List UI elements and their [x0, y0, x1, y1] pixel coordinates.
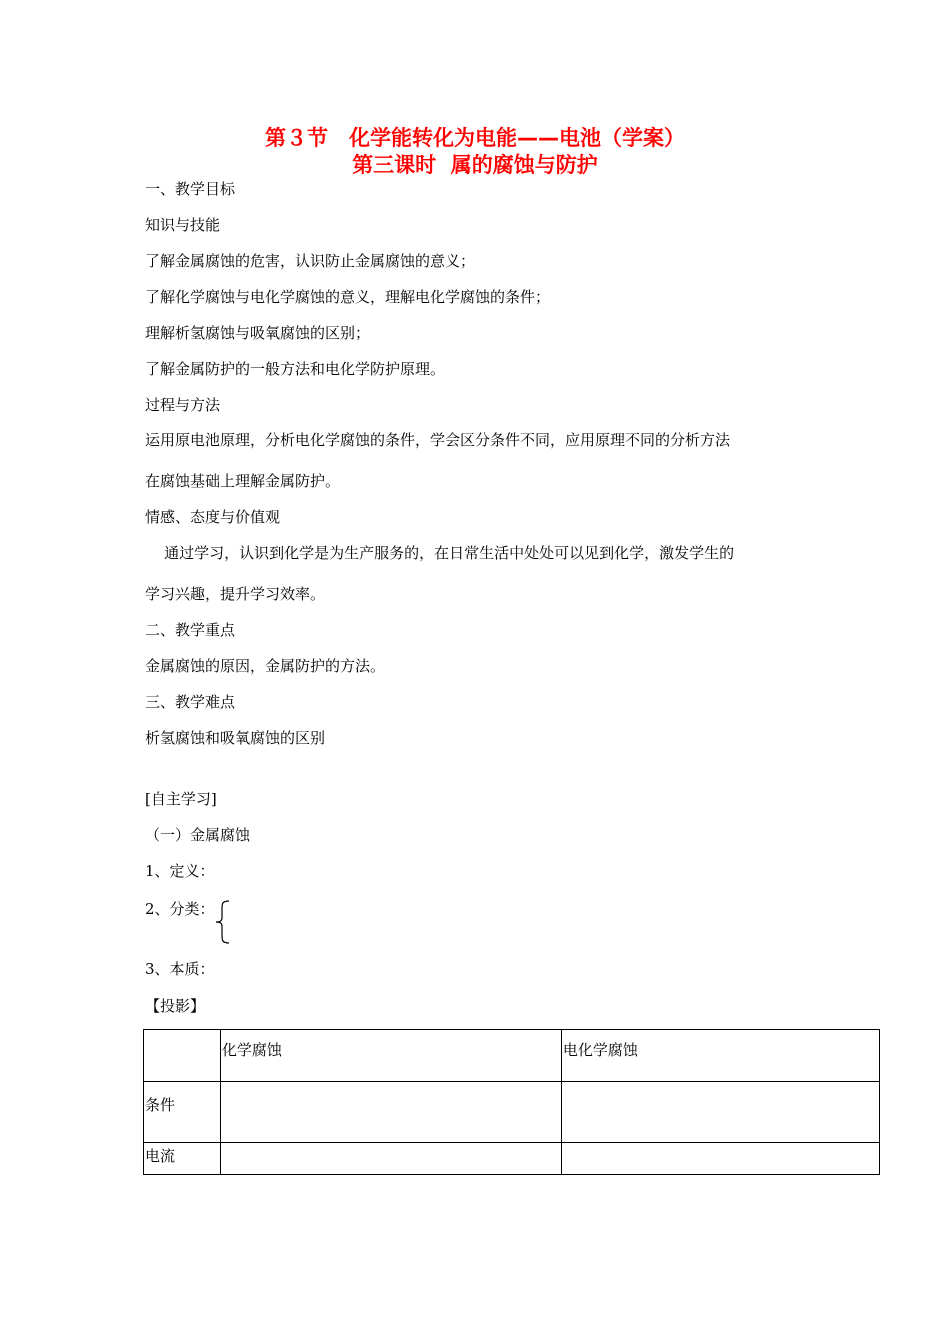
table-cell	[561, 1143, 879, 1175]
paragraph-line: 金属腐蚀的原因，金属防护的方法。	[145, 657, 386, 675]
projection-label: 【投影】	[145, 997, 206, 1015]
paragraph-line: 在腐蚀基础上理解金属防护。	[145, 472, 341, 490]
item-definition: 1、定义：	[145, 862, 215, 880]
table-header-row	[144, 1030, 880, 1082]
left-brace-icon	[213, 899, 233, 945]
objective-item: 了解金属腐蚀的危害，认识防止金属腐蚀的意义；	[145, 252, 476, 270]
paragraph-line: 析氢腐蚀和吸氧腐蚀的区别	[145, 729, 326, 747]
objective-item: 理解析氢腐蚀与吸氧腐蚀的区别；	[145, 324, 371, 342]
paragraph-line: 学习兴趣，提升学习效率。	[145, 585, 326, 603]
paragraph-line: 运用原电池原理，分析电化学腐蚀的条件，学会区分条件不同，应用原理不同的分析方法	[145, 431, 731, 449]
table-row	[144, 1082, 880, 1143]
section-heading-self-study: [自主学习]	[145, 790, 217, 808]
item-classification: 2、分类：	[145, 900, 215, 918]
table-cell	[220, 1143, 561, 1175]
objective-item: 了解金属防护的一般方法和电化学防护原理。	[145, 360, 446, 378]
subheading-metal-corrosion: （一）金属腐蚀	[145, 826, 251, 844]
item-essence: 3、本质：	[145, 960, 215, 978]
table-header-cell: 化学腐蚀	[220, 1030, 561, 1082]
subheading-process-method: 过程与方法	[145, 396, 221, 414]
subheading-knowledge-skills: 知识与技能	[145, 216, 221, 234]
table-header-cell: 电化学腐蚀	[561, 1030, 879, 1082]
table-row	[144, 1143, 880, 1175]
paragraph-line: 通过学习，认识到化学是为生产服务的，在日常生活中处处可以见到化学，激发学生的	[145, 544, 735, 562]
section-heading-key-points: 二、教学重点	[145, 621, 236, 639]
table-cell	[220, 1082, 561, 1143]
doc-title: 第３节 化学能转化为电能——电池（学案）	[265, 126, 685, 150]
objective-item: 了解化学腐蚀与电化学腐蚀的意义，理解电化学腐蚀的条件；	[145, 288, 551, 306]
table-row-label: 条件	[144, 1082, 221, 1143]
section-heading-difficulties: 三、教学难点	[145, 693, 236, 711]
table-row-label: 电流	[144, 1143, 221, 1175]
table-cell	[561, 1082, 879, 1143]
doc-subtitle: 第三课时 属的腐蚀与防护	[352, 153, 598, 177]
section-heading-objectives: 一、教学目标	[145, 180, 236, 198]
table-cell	[144, 1030, 221, 1082]
comparison-table	[143, 1029, 880, 1175]
subheading-attitude-values: 情感、态度与价值观	[145, 508, 281, 526]
